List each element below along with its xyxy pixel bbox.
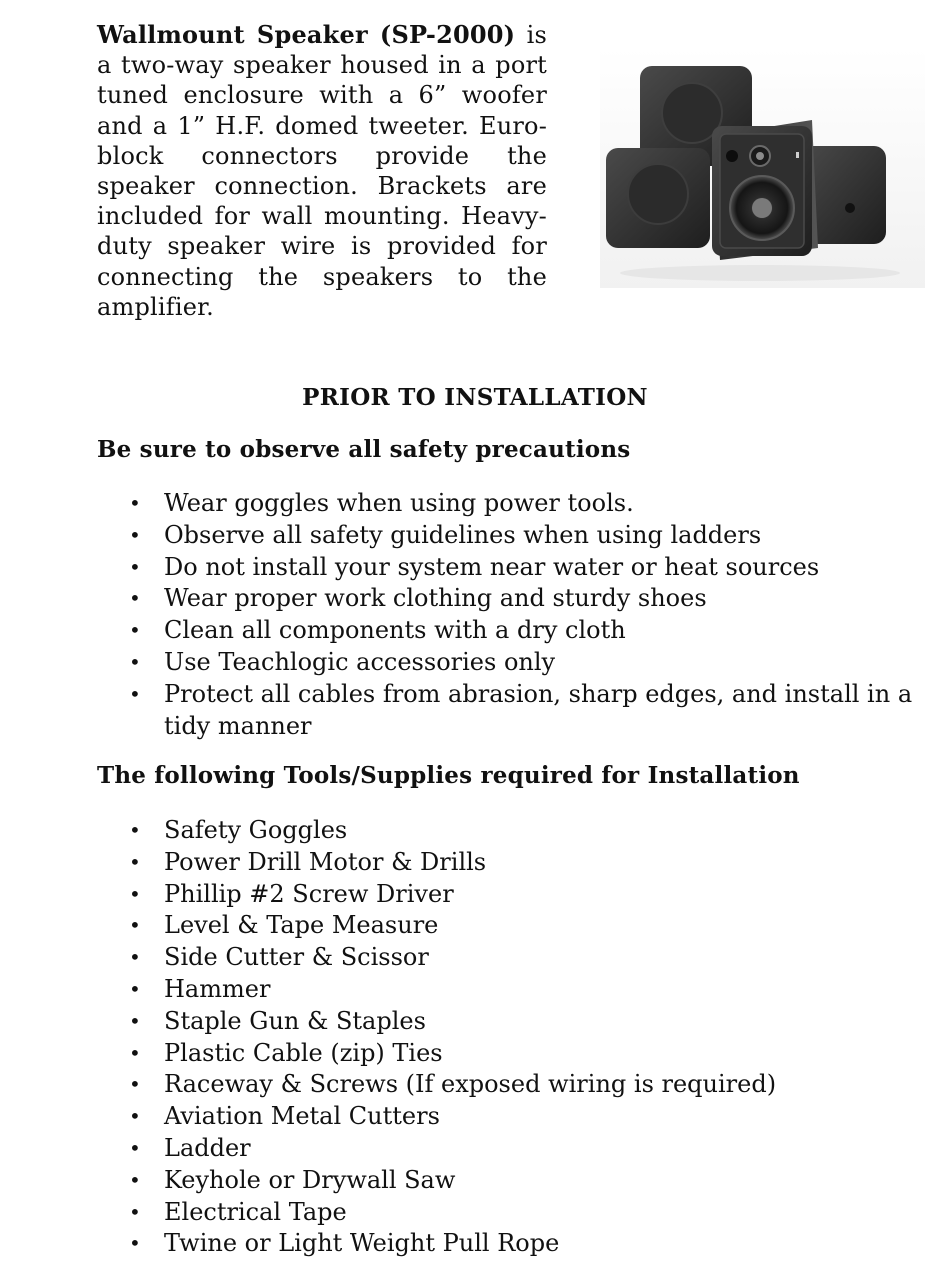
tool-item: • Aviation Metal Cutters <box>97 1101 927 1133</box>
tool-item: • Hammer <box>97 974 927 1006</box>
safety-item: • Do not install your system near water or heat sources <box>97 552 927 584</box>
tool-item: • Power Drill Motor & Drills <box>97 847 927 879</box>
safety-heading: Be sure to observe all safety precautions <box>97 436 631 463</box>
safety-item: • Protect all cables from abrasion, sharp edges, and install in a tidy manner <box>129 679 913 740</box>
bullet-icon: • <box>129 945 141 970</box>
tools-heading: The following Tools/Supplies required for Installation <box>97 762 800 789</box>
tools-list <box>97 815 927 1260</box>
tool-item: • Level & Tape Measure <box>97 910 927 942</box>
bullet-icon: • <box>129 913 141 938</box>
bullet-icon: • <box>129 881 141 906</box>
bullet-icon: • <box>129 818 141 842</box>
product-description: is a two-way speaker housed in a port tuned enclosure with a 6” woofer and a 1” H.F. domed tweeter. Euro-block connectors provide the speaker connection. Brackets are included for wall mounting. Heavy-duty speaker wire is provided for connecting the speakers to the amplifier. <box>97 21 547 321</box>
bullet-icon: • <box>129 1167 141 1192</box>
bullet-icon: • <box>129 1104 141 1129</box>
safety-list <box>97 488 927 742</box>
bullet-icon: • <box>129 491 141 515</box>
tool-item: • Staple Gun & Staples <box>97 1006 927 1038</box>
safety-item: • Clean all components with a dry cloth <box>97 615 927 647</box>
bullet-icon: • <box>129 849 141 874</box>
safety-item: • Observe all safety guidelines when using ladders <box>97 520 927 552</box>
tool-item: • Electrical Tape <box>97 1197 927 1229</box>
bullet-icon: • <box>129 649 141 674</box>
bullet-icon: • <box>129 1072 141 1097</box>
tool-item: • Phillip #2 Screw Driver <box>97 879 927 911</box>
bullet-icon: • <box>129 586 141 611</box>
bullet-icon: • <box>129 1199 141 1224</box>
speaker-product-photo <box>600 48 925 288</box>
bullet-icon: • <box>129 1040 141 1065</box>
section-title-prior-to-installation: PRIOR TO INSTALLATION <box>302 384 648 411</box>
bullet-icon: • <box>129 976 141 1001</box>
tool-item: • Safety Goggles <box>97 815 927 847</box>
bullet-icon: • <box>129 681 141 706</box>
tool-item: • Side Cutter & Scissor <box>97 942 927 974</box>
speaker-left <box>606 148 710 248</box>
tool-item: • Raceway & Screws (If exposed wiring is required) <box>97 1069 927 1101</box>
tool-item: • Twine or Light Weight Pull Rope <box>97 1228 927 1260</box>
product-intro-paragraph <box>97 20 547 322</box>
product-name: Wallmount Speaker (SP-2000) <box>97 20 516 49</box>
tool-item: • Plastic Cable (zip) Ties <box>97 1038 927 1070</box>
bullet-icon: • <box>129 522 141 547</box>
speaker-front <box>712 120 818 260</box>
tool-item: • Ladder <box>97 1133 927 1165</box>
safety-item: • Use Teachlogic accessories only <box>97 647 927 679</box>
safety-item: • Wear proper work clothing and sturdy shoes <box>97 583 927 615</box>
bullet-icon: • <box>129 1135 141 1160</box>
bullet-icon: • <box>129 1231 141 1256</box>
bullet-icon: • <box>129 1008 141 1033</box>
tool-item: • Keyhole or Drywall Saw <box>97 1165 927 1197</box>
bullet-icon: • <box>129 554 141 579</box>
safety-item: • Wear goggles when using power tools. <box>97 488 927 520</box>
bullet-icon: • <box>129 618 141 643</box>
